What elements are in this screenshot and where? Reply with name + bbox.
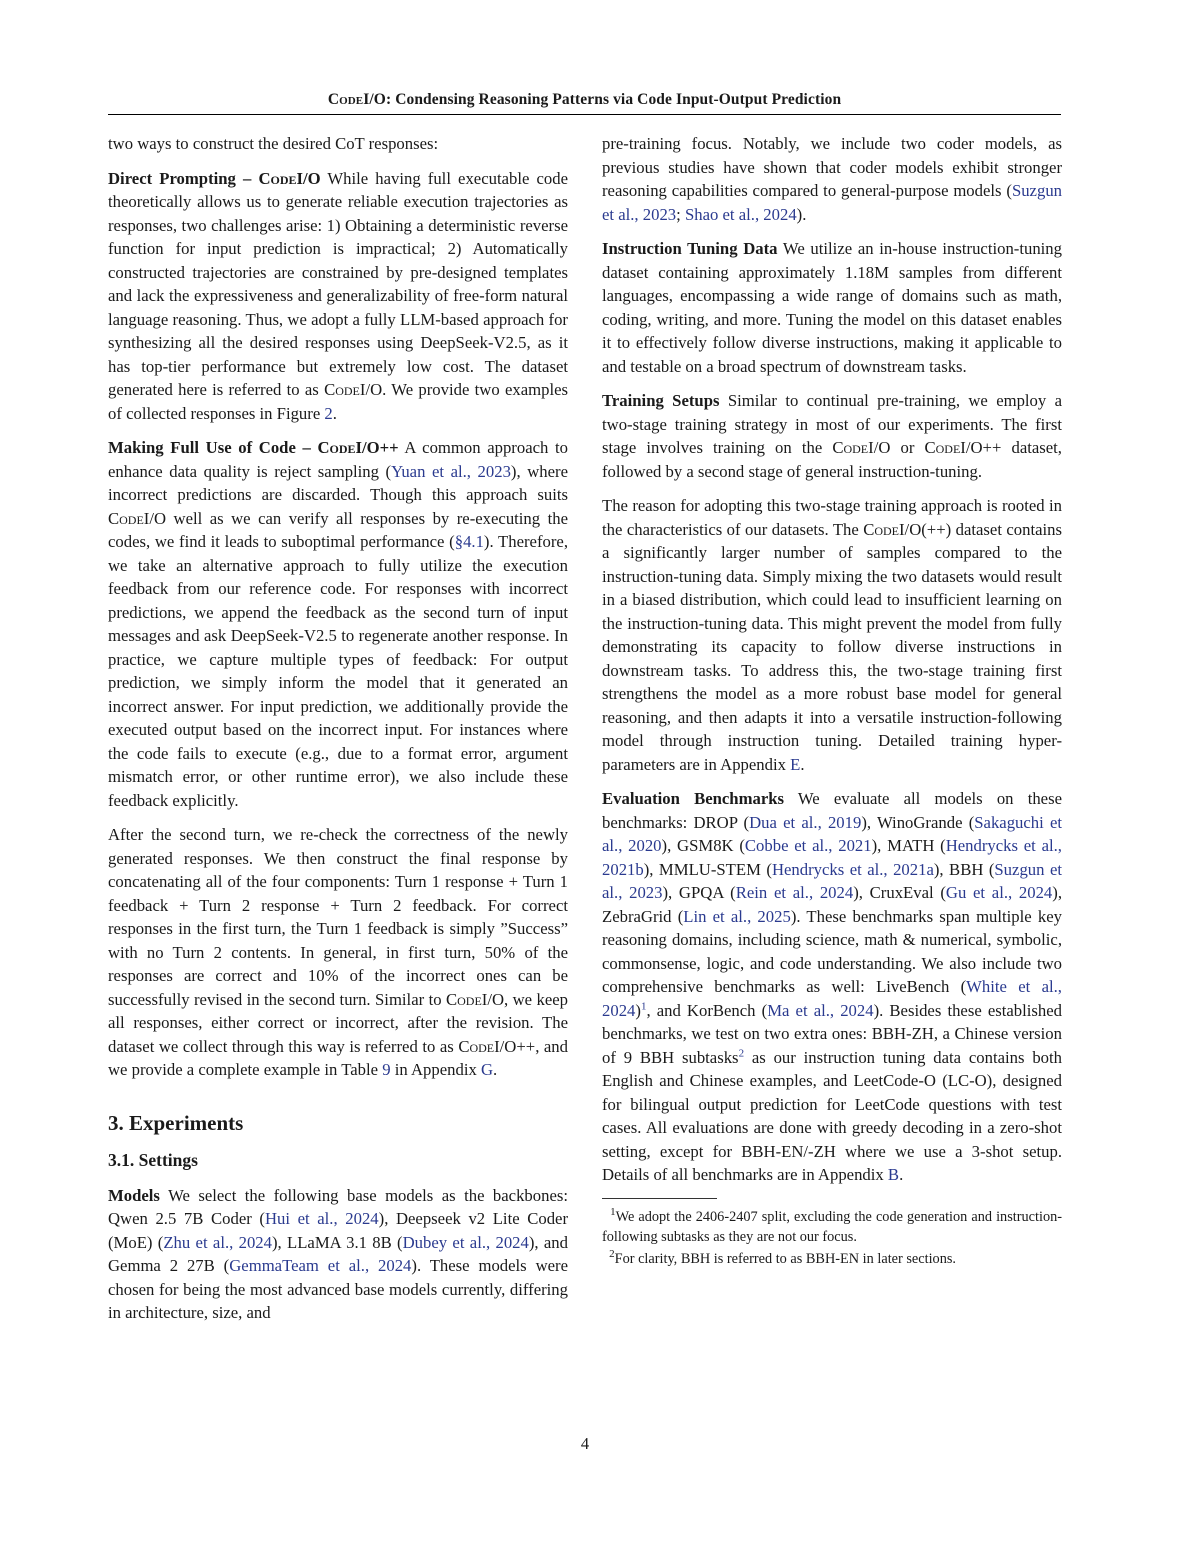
body-text: . We provide two examples of collected responses in Figure [108,380,568,423]
paragraph-instruction-tuning [602,237,1062,378]
codeio-plus-name: CodeI/O++ [458,1036,536,1056]
runin-evaluation-benchmarks: Evaluation Benchmarks [602,789,784,808]
footnote-rule [602,1198,717,1199]
runin-models: Models [108,1185,160,1205]
body-text: ), MMLU-STEM ( [643,859,772,879]
citation-link[interactable]: Hendrycks et al., 2021a [771,859,934,879]
citation-link[interactable]: GemmaTeam et al., 2024 [229,1256,412,1275]
left-column [108,132,568,1336]
codeio-plus-name: CodeI/O++ [924,438,1002,457]
codeio-name: CodeI/O [832,438,891,457]
body-text: ; [676,204,685,224]
runin-text: Making Full Use of Code – [108,438,318,457]
footnote-number: 2 [609,1247,615,1260]
header-title-codeio: CodeI/O [327,91,386,108]
footnote-text: We adopt the 2406-2407 split, excluding the code generation and instruction-following subtasks as they are not our focus. [602,1208,1062,1245]
body-text: ), LLaMA 3.1 8B ( [271,1232,403,1252]
citation-link[interactable]: Gu et al., 2024 [945,883,1053,902]
body-text: After the second turn, we re-check the correctness of the newly generated responses. We then construct the final response by concatenating all of the four components: Turn 1 response + Turn 1 feedback + Turn 2 response + Turn 2 feedback. For correct responses in the first turn, the Turn 1 feedback is simply ”Success” with no Turn 2 contents. In general, in first turn, 50% of the responses are correct and 10% of the incorrect ones can be successfully revised in the second turn. Similar to [108,825,568,1009]
paragraph-evaluation-benchmarks [602,787,1062,1187]
body-text: dataset contains a significantly larger number of samples compared to the instruction-tuning data. Simply mixing the two datasets would result in a biased distribution, which could lead to insufficient learning on the instruction-tuning data. This might prevent the model from fully demonstrating its capacity to follow diverse instructions in downstream tasks. To address this, the two-stage training first strengthens the model as a more robust base model for general reasoning, and then adapts it into a versatile instruction-following model through instruction tuning. Detailed training hyper-parameters are in Appendix [602,519,1062,774]
citation-link[interactable]: Hendrycks et al., 2021b [602,836,1062,879]
body-text: ), WinoGrande ( [861,812,975,832]
footnote-2 [602,1249,1062,1269]
citation-link[interactable]: Dua et al., 2019 [749,812,862,832]
header-title-rest: : Condensing Reasoning Patterns via Code Input-Output Prediction [385,91,842,108]
citation-link[interactable]: Sakaguchi et al., 2020 [602,812,1063,855]
body-text: While having full executable code theoretically allows us to generate reliable execution trajectories as responses, two challenges arise: 1) Obtaining a deterministic reverse function for input prediction is impractical; 2) Automatically constructed trajectories are constrained by pre-designed templates and lack the expressiveness and generalizability of free-form natural language reasoning. Thus, we adopt a fully LLM-based approach for synthesizing all the desired responses using DeepSeek-V2.5, as it has top-tier performance but extremely low cost. The dataset generated here is referred to as [108,168,568,399]
footnote-number: 1 [610,1205,616,1218]
paragraph-direct-prompting [108,167,568,426]
runin-text: Direct Prompting – [108,168,259,188]
body-text: ), ZebraGrid ( [602,883,1062,926]
body-text: , and KorBench ( [646,1000,768,1020]
body-text: The reason for adopting this two-stage training approach is rooted in the characteristics of our datasets. The [602,496,1062,539]
paragraph-pretraining-focus [602,132,1062,226]
body-text: ), where incorrect predictions are discarded. Though this approach suits [108,461,568,504]
body-text: or [890,438,925,457]
body-text: We evaluate all models on these benchmarks: DROP ( [602,789,1062,832]
runin-direct-prompting [108,169,321,188]
appendix-link[interactable]: G [480,1060,494,1079]
body-text: , we keep all responses, either correct or incorrect, after the revision. The dataset we collect through this way is referred to as [108,989,568,1056]
body-text: in Appendix [390,1060,481,1079]
body-text: . [800,754,805,774]
citation-link[interactable]: Suzgun et al., 2023 [602,181,1062,224]
codeio-name: CodeI/O [324,380,383,399]
runin-training-setups: Training Setups [602,391,720,410]
paragraph-models [108,1184,568,1325]
citation-link[interactable]: Ma et al., 2024 [767,1000,874,1020]
body-text: ). Besides these established benchmarks, we test on two extra ones: BBH-ZH, a Chinese version of 9 BBH subtasks [602,1000,1062,1067]
body-text: ). Therefore, we take an alternative approach to fully utilize the execution feedback from our reference code. For responses with incorrect predictions, we append the feedback as the second turn of input messages and ask DeepSeek-V2.5 to regenerate another response. In practice, we capture multiple types of feedback: For output prediction, we simply inform the model that it generated an incorrect answer. For input prediction, we additionally provide the executed output based on the incorrect input. For instances where the code fails to execute (e.g., due to a format error, argument mismatch error, or other runtime error), we also include these feedback explicitly. [108,532,568,810]
subsection-heading: 3.1. Settings [108,1149,198,1170]
codeio-name: CodeI/O [445,989,505,1009]
paragraph-two-stage-reason [602,494,1062,776]
body-text: ), CruxEval ( [853,883,946,902]
runin-instruction-tuning: Instruction Tuning Data [602,239,778,258]
citation-link[interactable]: White et al., 2024 [602,977,1062,1020]
citation-link[interactable]: Suzgun et al., 2023 [602,859,1062,902]
appendix-link[interactable]: B [887,1165,900,1184]
body-text: . [493,1060,498,1079]
section-heading: 3. Experiments [108,1110,244,1135]
footnote-text: For clarity, BBH is referred to as BBH-EN in later sections. [614,1250,956,1267]
runin-codeio: CodeI/O [258,168,321,188]
body-text: ) [635,1000,641,1020]
codeio-name: CodeI/O [108,508,167,528]
table-link[interactable]: 9 [382,1060,391,1079]
citation-link[interactable]: Dubey et al., 2024 [402,1232,529,1252]
body-text: ), Deepseek v2 Lite Coder (MoE) ( [108,1209,569,1252]
figure-link[interactable]: 2 [324,403,333,423]
body-text: A common approach to enhance data quality is reject sampling ( [108,438,568,481]
section-link[interactable]: §4.1 [454,532,484,551]
footnote-1 [602,1207,1062,1247]
body-text: ), BBH ( [933,859,995,879]
body-text: ), and Gemma 2 27B ( [108,1232,568,1275]
body-text: We select the following base models as the backbones: Qwen 2.5 7B Coder ( [108,1185,568,1228]
body-text: ), MATH ( [871,836,946,855]
right-column [602,132,1062,1271]
citation-link[interactable]: Hui et al., 2024 [264,1209,379,1228]
footnote-mark-1[interactable]: 1 [640,999,647,1012]
running-header [108,91,1061,109]
body-text: . [899,1165,904,1184]
body-text: We utilize an in-house instruction-tuning dataset containing approximately 1.18M samples from different languages, encompassing a wide range of domains such as math, coding, writing, and more. Tuning the model on this dataset enables it to effectively follow diverse instructions, making it applicable to and testable on a broad spectrum of downstream tasks. [602,239,1062,376]
paragraph-full-use-of-code [108,436,568,812]
runin-full-use [108,438,399,457]
body-text: well as we can verify all responses by re-executing the codes, we find it leads to suboptimal performance ( [108,508,568,551]
body-text: ), GSM8K ( [661,836,745,855]
body-text: pre-training focus. Notably, we include two coder models, as previous studies have shown that coder models exhibit stronger reasoning capabilities compared to general-purpose models ( [602,134,1062,200]
appendix-link[interactable]: E [790,754,801,774]
citation-link[interactable]: Rein et al., 2024 [735,883,854,902]
paragraph-cot-intro: two ways to construct the desired CoT responses: [108,134,439,153]
citation-link[interactable]: Yuan et al., 2023 [391,461,511,481]
header-rule [108,114,1061,115]
citation-link[interactable]: Cobbe et al., 2021 [744,836,872,855]
footnote-mark-2[interactable]: 2 [738,1046,745,1059]
body-text: ), GPQA ( [662,883,736,902]
citation-link[interactable]: Lin et al., 2025 [683,906,791,926]
body-text: dataset, followed by a second stage of general instruction-tuning. [602,438,1062,481]
body-text: as our instruction tuning data contains both English and Chinese examples, and LeetCode-O (LC-O), designed for bilingual output prediction for LeetCode questions with test cases. All evaluations are done with greedy decoding in a zero-shot setting, except for BBH-EN/-ZH where we use a 3-shot setup. Details of all benchmarks are in Appendix [602,1047,1062,1184]
runin-codeio-plus: CodeI/O++ [317,438,399,457]
paragraph-training-setups [602,389,1062,483]
citation-link[interactable]: Shao et al., 2024 [684,204,797,224]
paragraph-second-turn [108,823,568,1082]
page-number: 4 [580,1434,590,1453]
body-text: . [332,403,337,423]
body-text: ). These models were chosen for being the most advanced base models currently, differing in architecture, size, and [108,1256,569,1322]
codeio-pp-name: CodeI/O(++) [863,519,952,539]
body-text: ). [796,204,807,224]
citation-link[interactable]: Zhu et al., 2024 [163,1232,272,1252]
body-text: Similar to continual pre-training, we employ a two-stage training strategy in most of our experiments. The first stage involves training on the [602,391,1063,457]
body-text: , and we provide a complete example in Table [108,1036,568,1079]
body-text: ). These benchmarks span multiple key reasoning domains, including science, math & numerical, symbolic, commonsense, logic, and code understanding. We also include two comprehensive benchmarks as well: LiveBench ( [602,906,1062,996]
